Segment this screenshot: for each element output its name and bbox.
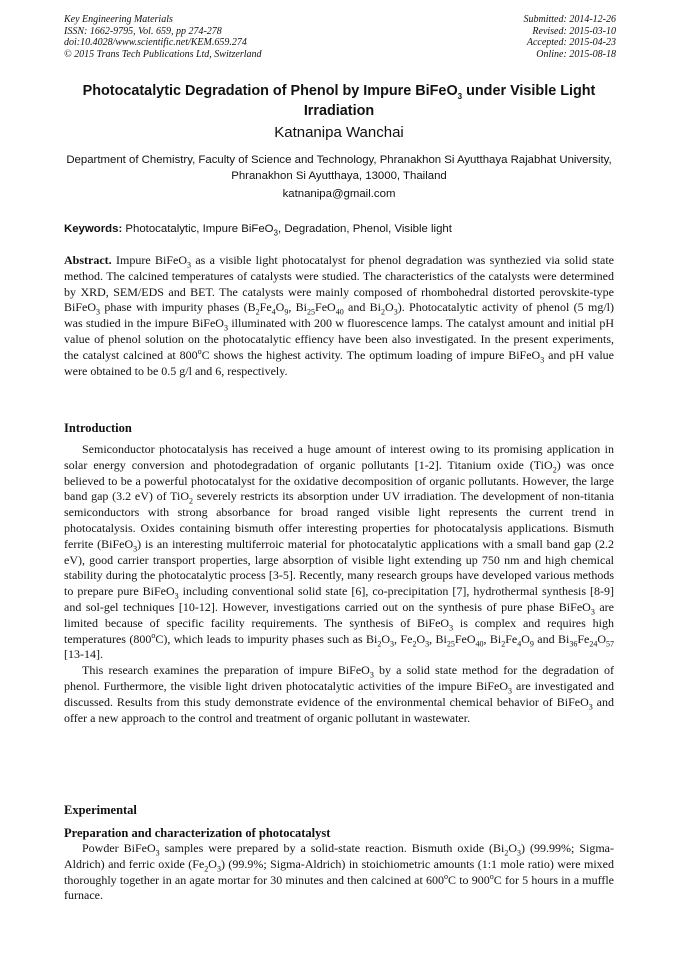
issn: ISSN: 1662-9795, Vol. 659, pp 274-278 — [64, 25, 222, 37]
abstract: Abstract. Impure BiFeO$_3$ as a visible light photocatalyst for phenol degradation was synthezied via solid state method. The calcined temperatures of catalysts were studied. The characteristics of the catalysts were determined by XRD, SEM/EDS and BET. The catalysts were mainly composed of rhombohedral distorted perovskite-type BiFeO$_3$ phase with impurity phases ($B_2Fe_4O_9$, $Bi_{25}FeO_{40}$ and $Bi_2O_3$). Photocatalytic activity of phenol (5 mg/l) was studied in the impure BiFeO$_3$ illuminated with 200 w fluorescence lamps. The catalyst amount and initial pH value of phenol solution on the photocatalytic effiency have been also investigated. In the present experiments, the catalyst calcined at 800$^o$C shows the highest activity. The optimum loading of impure BiFeO$_3$ and pH value were obtained to be 0.5 g/l and 6, respectively. — [64, 253, 614, 378]
introduction-heading: Introduction — [64, 421, 132, 435]
preparation-subheading: Preparation and characterization of photocatalyst — [64, 826, 331, 840]
journal-header-left — [64, 14, 262, 60]
journal-name: Key Engineering Materials — [64, 14, 173, 25]
introduction-paragraph-2: This research examines the preparation of impure BiFeO$_3$ by a solid state method for the degradation of phenol. Furthermore, the visible light driven photocatalytic activities of the impure BiFeO$_3$ are investigated and discussed. Results from this study demonstrate evidence of the environmental chemical behavior of BiFeO$_3$ and offer a new approach to the control and treatment of organic pollutant in wastewater. — [64, 663, 615, 725]
preparation-body — [64, 841, 614, 904]
paper-title: Photocatalytic Degradation of Phenol by Impure BiFeO$_3$ under Visible Light Irradiation — [82, 83, 596, 119]
online-date: Online: 2015-08-18 — [536, 48, 616, 60]
experimental-heading: Experimental — [64, 803, 137, 817]
revised-date: Revised: 2015-03-10 — [532, 25, 616, 37]
copyright: © 2015 Trans Tech Publications Ltd, Switzerland — [64, 48, 262, 60]
accepted-date: Accepted: 2015-04-23 — [526, 37, 616, 49]
introduction-paragraph-1: Semiconductor photocatalysis has received a huge amount of interest owing to its promising application in solar energy conversion and photodegradation of organic pollutants [1-2]. Titanium oxide (TiO$_2$) was once believed to be a powerful photocatalyst for the oxidative decomposition of organic pollutants. However, the large band gap (3.2 eV) of TiO$_2$ severely restricts its absorption under UV irradiation. The development of non-titania semiconductors with strong absorbance for broad ranged visible light represents the current trend in photocatalysis. Oxides containing bismuth offer interesting properties for photocatalysis applications. Bismuth ferrite (BiFeO$_3$) is an interesting multiferroic material for photocatalytic applications with a small band gap (2.2 eV), good carrier transport properties, large absorption of visible light extending up 750 nm and high chemical stability during the photocatalytic process [3-5]. Recently, many research groups have developed various methods to prepare pure BiFeO$_3$ including conventional solid state [6], co-precipitation [7], hydrothermal synthesis [8-9] and sol-gel techniques [10-12]. However, investigations carried out on the synthesis of pure phase BiFeO$_3$ are limited because of specific facility requirements. The synthesis of BiFeO$_3$ is complex and requires high temperatures (800$^o$C), which leads to impurity phases such as $Bi_2O_3$, $Fe_2O_3$, $Bi_{25}FeO_{40}$, $Bi_2Fe_4O_9$ and $Bi_{36}Fe_{24}O_{57}$ [13-14]. — [64, 442, 615, 662]
submitted-date: Submitted: 2014-12-26 — [523, 14, 616, 25]
journal-header-right — [524, 14, 617, 60]
email: katnanipa@gmail.com — [282, 188, 396, 200]
author: Katnanipa Wanchai — [274, 124, 404, 141]
keywords: Keywords: Photocatalytic, Impure BiFeO$_3$, Degradation, Phenol, Visible light — [64, 223, 452, 238]
doi: doi:10.4028/www.scientific.net/KEM.659.274 — [64, 37, 247, 49]
introduction-body — [64, 442, 614, 726]
preparation-paragraph: Powder BiFeO$_3$ samples were prepared by a solid-state reaction. Bismuth oxide $(Bi_2O_3)$ (99.99%; Sigma-Aldrich) and ferric oxide $(Fe_2O_3)$ (99.9%; Sigma-Aldrich) in stoichiometric amounts (1:1 mole ratio) were mixed thoroughly together in an agate mortar for 30 minutes and then calcined at 600$^o$C to 900$^o$C for 5 hours in a muffle furnace. — [64, 841, 615, 903]
affiliation: Department of Chemistry, Faculty of Science and Technology, Phranakhon Si Ayutthaya Rajabhat University, Phranakhon Si Ayutthaya, 13000, Thailand — [66, 154, 612, 182]
